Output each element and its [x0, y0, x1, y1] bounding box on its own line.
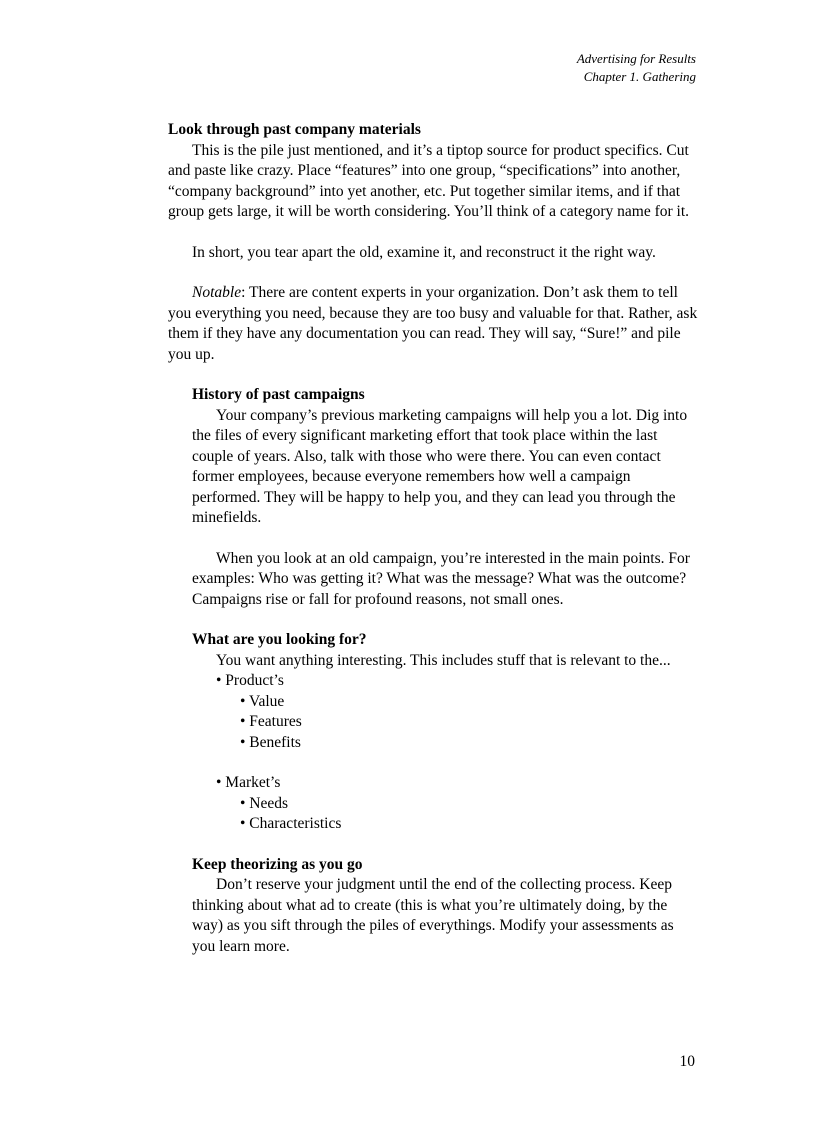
paragraph-materials-2: In short, you tear apart the old, examine it, and reconstruct it the right way.	[192, 243, 656, 261]
list-item-features: • Features	[240, 713, 302, 730]
body-text	[168, 120, 698, 957]
paragraph-notable	[168, 283, 698, 365]
header-book-title: Advertising for Results	[576, 51, 696, 66]
list-item-product: • Product’s	[216, 672, 284, 689]
list-item-characteristics: • Characteristics	[240, 815, 342, 832]
heading-history: History of past campaigns	[192, 386, 365, 403]
section-history	[192, 385, 698, 957]
list-item-market: • Market’s	[216, 774, 281, 791]
list-item-needs: • Needs	[240, 794, 289, 812]
paragraph-looking-intro: You want anything interesting. This includes stuff that is relevant to the...	[216, 651, 671, 669]
list-item-value: • Value	[240, 692, 285, 710]
header-chapter: Chapter 1. Gathering	[583, 69, 696, 84]
notable-label: Notable	[192, 284, 242, 301]
running-header	[577, 50, 696, 86]
heading-past-materials: Look through past company materials	[168, 121, 421, 138]
heading-looking-for: What are you looking for?	[192, 631, 367, 648]
heading-theorizing: Keep theorizing as you go	[192, 855, 363, 873]
notable-text: : There are content experts in your organization. Don’t ask them to tell you everything you need, because they are too busy and valuable for that. Rather, ask them if they have any documentation you can read. They will say, “Sure!” and pile you up.	[168, 284, 698, 363]
list-item-benefits: • Benefits	[240, 733, 301, 751]
paragraph-theorizing: Don’t reserve your judgment until the end of the collecting process. Keep thinking about what ad to create (this is what you’re ultimately doing, by the way) as you sift through the piles of everythings. Modify your assessments as you learn more.	[192, 876, 674, 955]
paragraph-history-1: Your company’s previous marketing campaigns will help you a lot. Dig into the files of every significant marketing effort that took place within the last couple of years. Also, talk with those who were there. You can even contact former employees, because everyone remembers how well a campaign performed. They will be happy to help you, and they can lead you through the minefields.	[192, 406, 688, 526]
paragraph-history-2: When you look at an old campaign, you’re interested in the main points. For examples: Who was getting it? What was the message? What was the outcome? Campaigns rise or fall for profound reasons, not small ones.	[192, 549, 690, 608]
page-number: 10	[679, 1053, 695, 1070]
paragraph-materials-1: This is the pile just mentioned, and it’s a tiptop source for product specifics. Cut and paste like crazy. Place “features” into one group, “specifications” into another, “company background” into yet another, etc. Put together similar items, and if that group gets large, it will be worth considering. You’ll think of a category name for it.	[168, 141, 690, 220]
